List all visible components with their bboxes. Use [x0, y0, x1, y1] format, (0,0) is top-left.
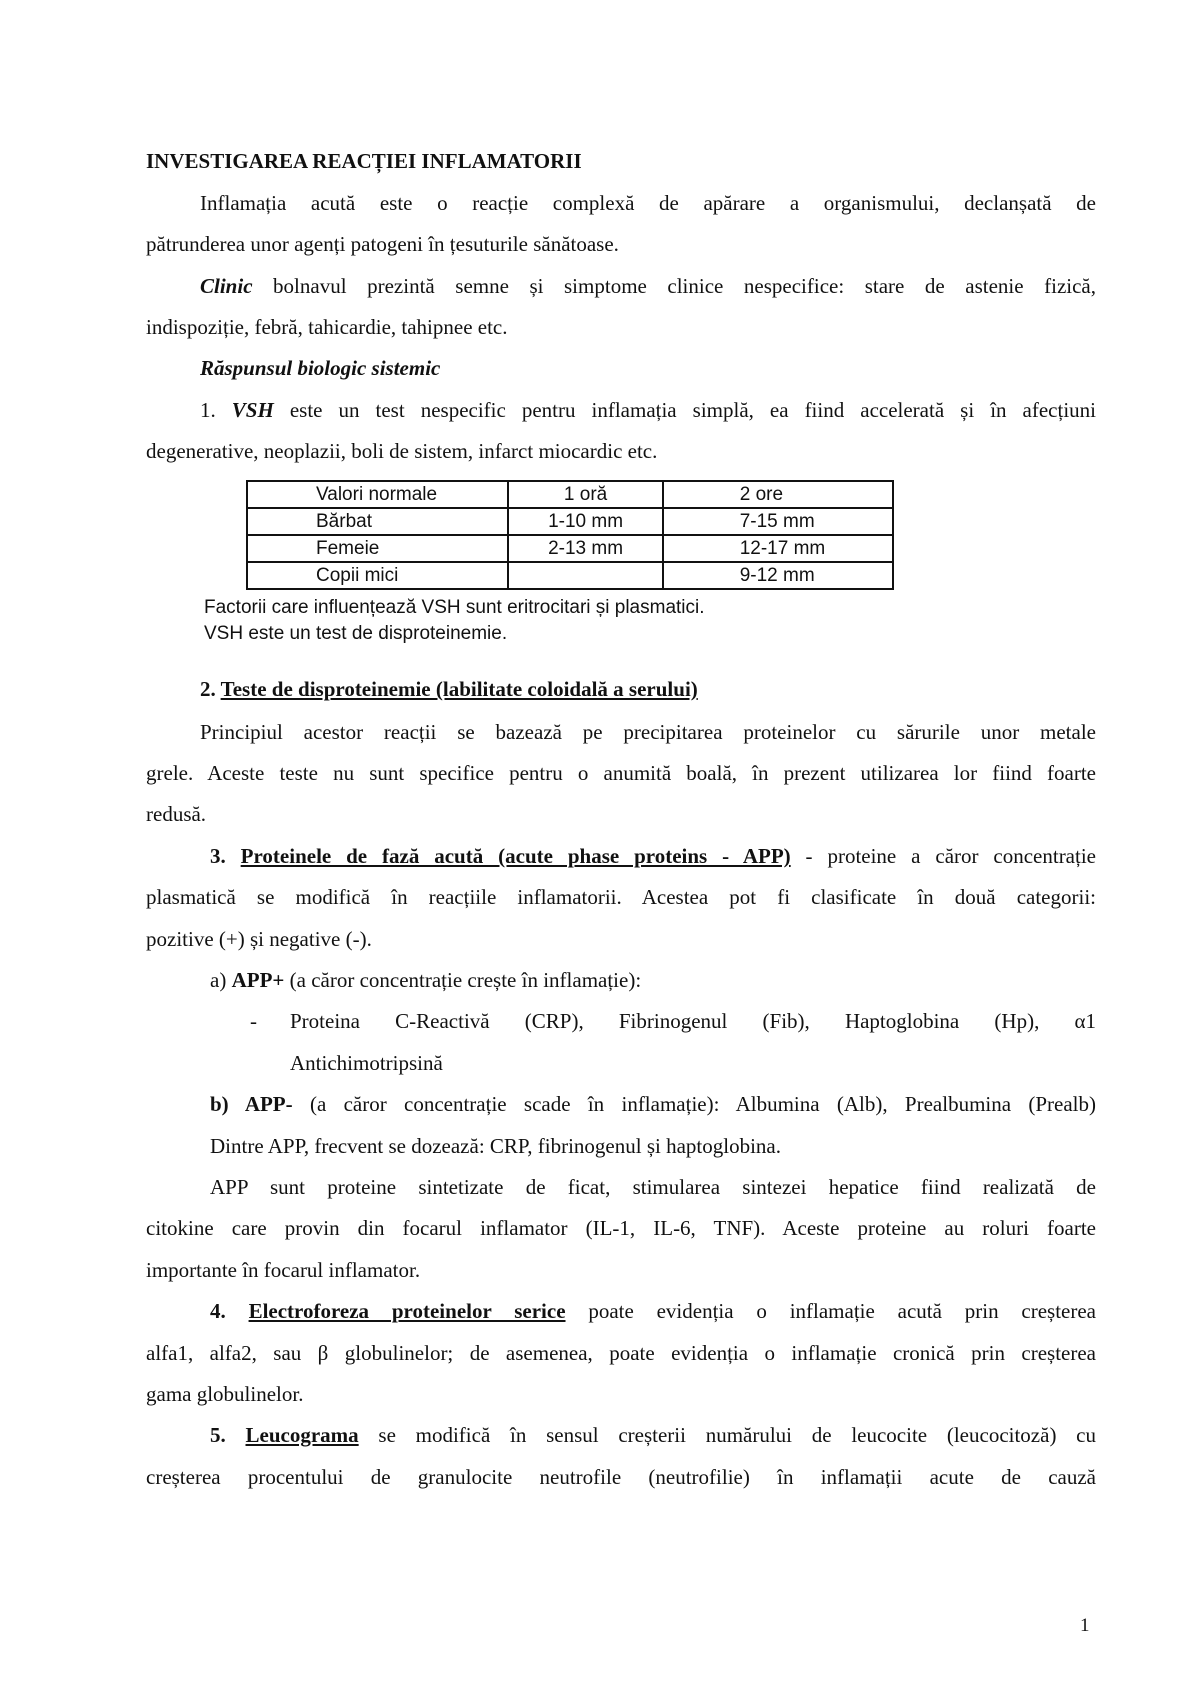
paragraph-line: gama globulinelor.	[146, 1382, 304, 1406]
table-row	[247, 508, 893, 535]
paragraph-line: creșterea procentului de granulocite neutrofile (neutrofilie) în inflamații acute de cauză	[146, 1465, 1096, 1489]
paragraph-line: grele. Aceste teste nu sunt specifice pentru o anumită boală, în prezent utilizarea lor fiind foarte	[146, 761, 1096, 785]
paragraph-line: alfa1, alfa2, sau β globulinelor; de asemenea, poate evidenția o inflamație cronică prin creșterea	[146, 1341, 1096, 1365]
table-cell: Bărbat	[247, 508, 508, 535]
table-row	[247, 562, 893, 589]
list-item: Antichimotripsină	[290, 1051, 443, 1075]
paragraph-line: Dintre APP, frecvent se dozează: CRP, fibrinogenul și haptoglobina.	[210, 1134, 781, 1158]
vsh-normal-values-table	[246, 480, 894, 590]
table-note: Factorii care influențează VSH sunt eritrocitari și plasmatici.	[204, 597, 705, 618]
paragraph-line: redusă.	[146, 802, 207, 826]
list-item: a) APP+ (a căror concentrație crește în inflamație):	[210, 968, 642, 992]
table-cell: 12-17 mm	[663, 535, 893, 562]
list-item: Proteina C-Reactivă (CRP), Fibrinogenul (Fib), Haptoglobina (Hp), α1	[290, 1009, 1096, 1033]
section-heading: 5. Leucograma se modifică în sensul creșterii numărului de leucocite (leucocitoză) cu	[210, 1423, 1097, 1447]
clinic-label: Clinic	[200, 274, 253, 298]
table-cell: Copii mici	[247, 562, 508, 589]
table-cell	[508, 562, 662, 589]
section-heading: 3. Proteinele de fază acută (acute phase proteins - APP) - proteine a căror concentrație	[210, 844, 1096, 868]
vsh-label: VSH	[231, 398, 274, 422]
table-cell: 9-12 mm	[663, 562, 893, 589]
page-number: 1	[1080, 1615, 1090, 1636]
paragraph-line: indispoziție, febră, tahicardie, tahipnee etc.	[146, 315, 508, 339]
table-cell: Femeie	[247, 535, 508, 562]
paragraph-line: degenerative, neoplazii, boli de sistem, infarct miocardic etc.	[146, 439, 658, 463]
list-bullet: -	[250, 1009, 257, 1033]
paragraph-line: APP sunt proteine sintetizate de ficat, stimularea sintezei hepatice fiind realizată de	[210, 1175, 1096, 1199]
table-header-cell: 1 oră	[508, 481, 662, 508]
paragraph-line: citokine care provin din focarul inflamator (IL-1, IL-6, TNF). Aceste proteine au roluri foarte	[146, 1216, 1096, 1240]
section-heading: 4. Electroforeza proteinelor serice poate evidenția o inflamație acută prin creșterea	[210, 1299, 1096, 1323]
table-cell: 2-13 mm	[508, 535, 662, 562]
table-header-row	[247, 481, 893, 508]
section-heading: 2. Teste de disproteinemie (labilitate coloidală a serului)	[200, 677, 698, 701]
table-cell: 7-15 mm	[663, 508, 893, 535]
table-header-cell: Valori normale	[247, 481, 508, 508]
paragraph-line: pozitive (+) și negative (-).	[146, 927, 372, 951]
paragraph-line: Principiul acestor reacții se bazează pe precipitarea proteinelor cu sărurile unor metale	[200, 720, 1096, 744]
paragraph-line: Inflamația acută este o reacție complexă de apărare a organismului, declanșată de	[200, 191, 1096, 215]
table-cell: 1-10 mm	[508, 508, 662, 535]
list-item: b) APP- (a căror concentrație scade în inflamație): Albumina (Alb), Prealbumina (Prealb)	[210, 1092, 1097, 1116]
section-subheading: Răspunsul biologic sistemic	[200, 356, 441, 380]
table-note: VSH este un test de disproteinemie.	[204, 623, 508, 644]
paragraph-line: pătrunderea unor agenți patogeni în țesuturile sănătoase.	[146, 232, 619, 256]
table-row	[247, 535, 893, 562]
paragraph-line: plasmatică se modifică în reacțiile inflamatorii. Acestea pot fi clasificate în două categorii:	[146, 885, 1096, 909]
paragraph-line: Clinic bolnavul prezintă semne și simptome clinice nespecifice: stare de astenie fizică,	[200, 274, 1096, 298]
paragraph-line: importante în focarul inflamator.	[146, 1258, 421, 1282]
paragraph-line: 1. VSH este un test nespecific pentru inflamația simplă, ea fiind accelerată și în afecțiuni	[200, 398, 1097, 422]
page-title: INVESTIGAREA REACȚIEI INFLAMATORII	[146, 149, 582, 173]
table-header-cell: 2 ore	[663, 481, 893, 508]
